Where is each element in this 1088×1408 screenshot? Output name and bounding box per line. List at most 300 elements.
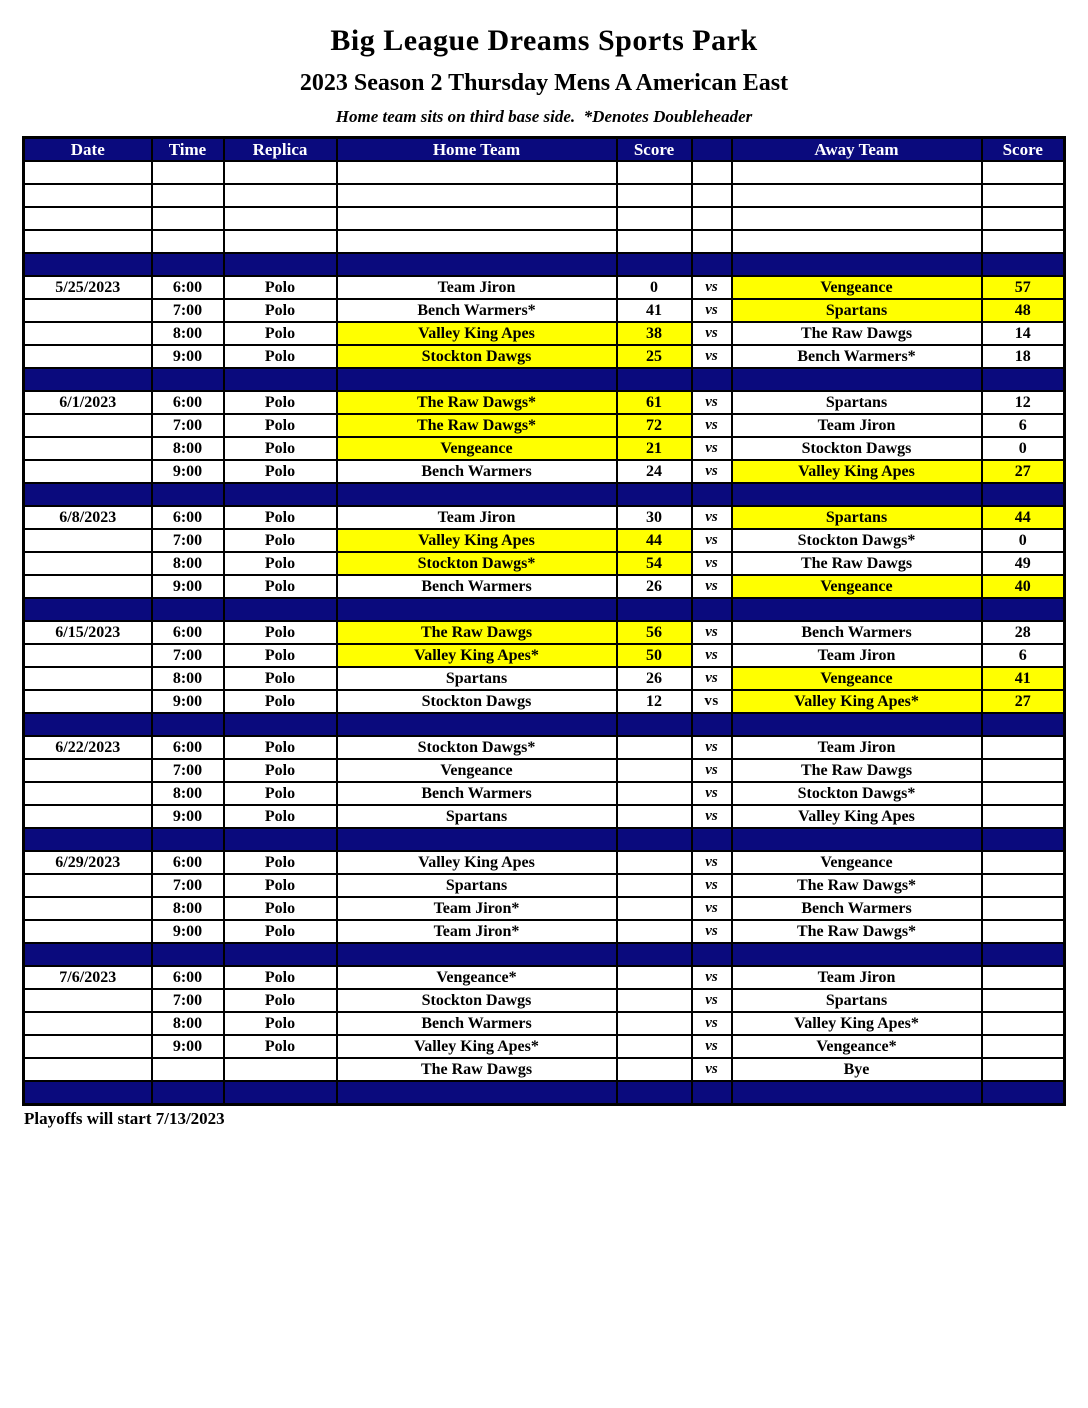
home-team-cell: The Raw Dawgs*	[337, 414, 617, 437]
game-row	[24, 966, 1065, 989]
empty-row	[24, 184, 1065, 207]
away-score-cell: 57	[982, 276, 1065, 299]
away-score-cell: 27	[982, 690, 1065, 713]
away-score-cell	[982, 736, 1065, 759]
vs-label: vs	[692, 644, 732, 667]
separator-cell	[224, 253, 337, 276]
separator-cell	[617, 253, 692, 276]
vs-label: vs	[692, 575, 732, 598]
date-cell	[24, 644, 152, 667]
replica-cell: Polo	[224, 805, 337, 828]
home-score-cell	[617, 966, 692, 989]
home-score-cell: 61	[617, 391, 692, 414]
empty-cell	[692, 184, 732, 207]
away-team-cell: Stockton Dawgs*	[732, 529, 982, 552]
separator-row	[24, 253, 1065, 276]
away-team-cell: Stockton Dawgs*	[732, 782, 982, 805]
separator-cell	[732, 483, 982, 506]
separator-cell	[982, 828, 1065, 851]
date-cell	[24, 782, 152, 805]
home-score-cell: 26	[617, 575, 692, 598]
replica-cell: Polo	[224, 437, 337, 460]
time-cell: 6:00	[152, 966, 224, 989]
game-row	[24, 851, 1065, 874]
replica-cell: Polo	[224, 920, 337, 943]
away-team-cell: Bye	[732, 1058, 982, 1081]
replica-cell: Polo	[224, 874, 337, 897]
home-team-cell: Stockton Dawgs	[337, 345, 617, 368]
separator-cell	[152, 713, 224, 736]
game-row	[24, 322, 1065, 345]
game-row	[24, 345, 1065, 368]
away-team-cell: The Raw Dawgs*	[732, 920, 982, 943]
away-team-cell: Spartans	[732, 506, 982, 529]
home-score-cell	[617, 1012, 692, 1035]
replica-cell: Polo	[224, 966, 337, 989]
column-header-away-score: Score	[982, 138, 1065, 162]
replica-cell: Polo	[224, 460, 337, 483]
separator-cell	[692, 828, 732, 851]
vs-label: vs	[692, 690, 732, 713]
separator-cell	[337, 483, 617, 506]
replica-cell: Polo	[224, 506, 337, 529]
separator-cell	[224, 828, 337, 851]
empty-cell	[692, 161, 732, 184]
column-header-home-score: Score	[617, 138, 692, 162]
away-team-cell: Spartans	[732, 299, 982, 322]
home-team-cell: Spartans	[337, 805, 617, 828]
empty-cell	[982, 230, 1065, 253]
vs-label: vs	[692, 414, 732, 437]
away-score-cell: 12	[982, 391, 1065, 414]
home-score-cell: 21	[617, 437, 692, 460]
separator-cell	[24, 253, 152, 276]
separator-cell	[692, 483, 732, 506]
replica-cell: Polo	[224, 299, 337, 322]
away-team-cell: Valley King Apes*	[732, 1012, 982, 1035]
time-cell: 6:00	[152, 621, 224, 644]
empty-cell	[692, 230, 732, 253]
separator-cell	[732, 253, 982, 276]
home-team-cell: Valley King Apes	[337, 529, 617, 552]
time-cell: 6:00	[152, 506, 224, 529]
separator-cell	[224, 1081, 337, 1105]
separator-cell	[337, 368, 617, 391]
footer-note: Playoffs will start 7/13/2023	[24, 1109, 225, 1128]
away-score-cell: 6	[982, 414, 1065, 437]
date-cell: 6/8/2023	[24, 506, 152, 529]
separator-cell	[617, 943, 692, 966]
away-score-cell	[982, 805, 1065, 828]
replica-cell: Polo	[224, 759, 337, 782]
away-score-cell: 6	[982, 644, 1065, 667]
vs-label: vs	[692, 736, 732, 759]
time-cell: 7:00	[152, 644, 224, 667]
replica-cell: Polo	[224, 989, 337, 1012]
time-cell: 6:00	[152, 736, 224, 759]
home-team-cell: Team Jiron	[337, 276, 617, 299]
time-cell: 7:00	[152, 874, 224, 897]
vs-label: vs	[692, 276, 732, 299]
vs-label: vs	[692, 805, 732, 828]
schedule-table	[22, 136, 1066, 1106]
home-team-cell: Vengeance	[337, 759, 617, 782]
date-cell: 6/15/2023	[24, 621, 152, 644]
time-cell: 8:00	[152, 782, 224, 805]
separator-row	[24, 598, 1065, 621]
home-score-cell	[617, 759, 692, 782]
column-header-home-team: Home Team	[337, 138, 617, 162]
separator-cell	[152, 598, 224, 621]
time-cell: 9:00	[152, 920, 224, 943]
away-team-cell: The Raw Dawgs	[732, 759, 982, 782]
date-cell	[24, 897, 152, 920]
empty-cell	[732, 230, 982, 253]
time-cell: 7:00	[152, 759, 224, 782]
home-team-cell: Spartans	[337, 874, 617, 897]
replica-cell: Polo	[224, 575, 337, 598]
away-team-cell: Spartans	[732, 989, 982, 1012]
replica-cell: Polo	[224, 345, 337, 368]
separator-cell	[617, 598, 692, 621]
date-cell	[24, 322, 152, 345]
column-header-away-team: Away Team	[732, 138, 982, 162]
game-row	[24, 506, 1065, 529]
empty-cell	[732, 161, 982, 184]
separator-cell	[152, 483, 224, 506]
separator-row	[24, 483, 1065, 506]
game-row	[24, 299, 1065, 322]
away-team-cell: Team Jiron	[732, 736, 982, 759]
empty-cell	[732, 184, 982, 207]
replica-cell	[224, 1058, 337, 1081]
vs-label: vs	[692, 782, 732, 805]
separator-cell	[692, 1081, 732, 1105]
time-cell: 7:00	[152, 414, 224, 437]
separator-cell	[24, 483, 152, 506]
separator-cell	[337, 828, 617, 851]
replica-cell: Polo	[224, 414, 337, 437]
empty-cell	[24, 184, 152, 207]
separator-cell	[224, 368, 337, 391]
vs-label: vs	[692, 345, 732, 368]
replica-cell: Polo	[224, 621, 337, 644]
separator-cell	[732, 828, 982, 851]
time-cell: 6:00	[152, 851, 224, 874]
empty-cell	[224, 230, 337, 253]
separator-cell	[617, 1081, 692, 1105]
empty-cell	[337, 230, 617, 253]
empty-cell	[24, 230, 152, 253]
game-row	[24, 575, 1065, 598]
away-score-cell: 28	[982, 621, 1065, 644]
separator-row	[24, 1081, 1065, 1105]
away-score-cell: 14	[982, 322, 1065, 345]
date-cell	[24, 989, 152, 1012]
away-score-cell	[982, 1035, 1065, 1058]
home-score-cell: 50	[617, 644, 692, 667]
header-row	[24, 138, 1065, 162]
game-row	[24, 759, 1065, 782]
separator-cell	[337, 1081, 617, 1105]
separator-cell	[692, 253, 732, 276]
replica-cell: Polo	[224, 667, 337, 690]
home-score-cell: 24	[617, 460, 692, 483]
away-team-cell: The Raw Dawgs	[732, 322, 982, 345]
empty-cell	[152, 230, 224, 253]
empty-cell	[692, 207, 732, 230]
empty-cell	[982, 161, 1065, 184]
replica-cell: Polo	[224, 690, 337, 713]
away-score-cell: 44	[982, 506, 1065, 529]
game-row	[24, 276, 1065, 299]
date-cell: 7/6/2023	[24, 966, 152, 989]
separator-cell	[152, 368, 224, 391]
time-cell: 8:00	[152, 1012, 224, 1035]
empty-cell	[617, 207, 692, 230]
time-cell: 7:00	[152, 529, 224, 552]
game-row	[24, 690, 1065, 713]
vs-label: vs	[692, 989, 732, 1012]
away-score-cell: 41	[982, 667, 1065, 690]
vs-label: vs	[692, 1035, 732, 1058]
empty-cell	[24, 207, 152, 230]
schedule-body	[24, 138, 1065, 1105]
replica-cell: Polo	[224, 1012, 337, 1035]
empty-cell	[224, 161, 337, 184]
vs-label: vs	[692, 552, 732, 575]
home-score-cell: 56	[617, 621, 692, 644]
empty-cell	[337, 161, 617, 184]
empty-cell	[24, 161, 152, 184]
time-cell: 9:00	[152, 1035, 224, 1058]
separator-cell	[24, 713, 152, 736]
vs-label: vs	[692, 391, 732, 414]
separator-cell	[152, 943, 224, 966]
vs-label: vs	[692, 621, 732, 644]
home-team-cell: Vengeance	[337, 437, 617, 460]
time-cell: 9:00	[152, 805, 224, 828]
date-cell	[24, 759, 152, 782]
vs-label: vs	[692, 1058, 732, 1081]
game-row	[24, 460, 1065, 483]
separator-cell	[692, 943, 732, 966]
separator-cell	[732, 943, 982, 966]
date-cell	[24, 575, 152, 598]
column-header-date: Date	[24, 138, 152, 162]
page-title: Big League Dreams Sports Park	[330, 24, 758, 57]
separator-row	[24, 713, 1065, 736]
empty-cell	[617, 230, 692, 253]
separator-cell	[732, 598, 982, 621]
separator-row	[24, 368, 1065, 391]
game-row	[24, 1035, 1065, 1058]
separator-cell	[224, 713, 337, 736]
home-score-cell: 25	[617, 345, 692, 368]
time-cell: 7:00	[152, 989, 224, 1012]
home-team-cell: Bench Warmers	[337, 575, 617, 598]
separator-cell	[692, 598, 732, 621]
separator-cell	[982, 368, 1065, 391]
home-score-cell: 26	[617, 667, 692, 690]
home-team-cell: Vengeance*	[337, 966, 617, 989]
home-team-cell: Team Jiron	[337, 506, 617, 529]
away-score-cell: 49	[982, 552, 1065, 575]
home-score-cell	[617, 920, 692, 943]
home-team-cell: Stockton Dawgs*	[337, 736, 617, 759]
home-team-cell: Team Jiron*	[337, 897, 617, 920]
game-row	[24, 1012, 1065, 1035]
separator-cell	[152, 253, 224, 276]
home-score-cell: 38	[617, 322, 692, 345]
separator-row	[24, 943, 1065, 966]
vs-label: vs	[692, 322, 732, 345]
replica-cell: Polo	[224, 276, 337, 299]
away-score-cell: 27	[982, 460, 1065, 483]
game-row	[24, 920, 1065, 943]
date-cell: 6/1/2023	[24, 391, 152, 414]
away-score-cell	[982, 782, 1065, 805]
away-score-cell	[982, 1012, 1065, 1035]
home-score-cell	[617, 782, 692, 805]
home-score-cell	[617, 874, 692, 897]
away-team-cell: Vengeance	[732, 667, 982, 690]
home-score-cell	[617, 1035, 692, 1058]
away-score-cell: 40	[982, 575, 1065, 598]
away-team-cell: The Raw Dawgs	[732, 552, 982, 575]
empty-cell	[152, 161, 224, 184]
separator-cell	[224, 483, 337, 506]
replica-cell: Polo	[224, 644, 337, 667]
date-cell	[24, 874, 152, 897]
game-row	[24, 667, 1065, 690]
away-team-cell: Bench Warmers	[732, 621, 982, 644]
away-score-cell: 0	[982, 529, 1065, 552]
time-cell: 9:00	[152, 345, 224, 368]
home-team-cell: Valley King Apes	[337, 322, 617, 345]
home-score-cell: 30	[617, 506, 692, 529]
game-row	[24, 529, 1065, 552]
vs-label: vs	[692, 874, 732, 897]
empty-cell	[617, 184, 692, 207]
date-cell	[24, 345, 152, 368]
away-score-cell	[982, 897, 1065, 920]
away-team-cell: Spartans	[732, 391, 982, 414]
time-cell: 9:00	[152, 575, 224, 598]
separator-cell	[337, 713, 617, 736]
replica-cell: Polo	[224, 529, 337, 552]
away-team-cell: The Raw Dawgs*	[732, 874, 982, 897]
game-row	[24, 989, 1065, 1012]
away-team-cell: Vengeance	[732, 276, 982, 299]
vs-label: vs	[692, 897, 732, 920]
game-row	[24, 736, 1065, 759]
home-score-cell	[617, 897, 692, 920]
replica-cell: Polo	[224, 1035, 337, 1058]
date-cell	[24, 690, 152, 713]
vs-label: vs	[692, 966, 732, 989]
away-team-cell: Vengeance*	[732, 1035, 982, 1058]
game-row	[24, 414, 1065, 437]
away-team-cell: Vengeance	[732, 851, 982, 874]
date-cell: 6/29/2023	[24, 851, 152, 874]
away-score-cell	[982, 851, 1065, 874]
separator-cell	[732, 1081, 982, 1105]
away-score-cell	[982, 920, 1065, 943]
date-cell	[24, 1058, 152, 1081]
game-row	[24, 805, 1065, 828]
empty-cell	[617, 161, 692, 184]
empty-cell	[224, 207, 337, 230]
empty-row	[24, 230, 1065, 253]
column-header-vs	[692, 138, 732, 162]
game-row	[24, 874, 1065, 897]
game-row	[24, 644, 1065, 667]
time-cell: 9:00	[152, 690, 224, 713]
home-team-cell: The Raw Dawgs	[337, 621, 617, 644]
time-cell: 8:00	[152, 552, 224, 575]
empty-cell	[337, 184, 617, 207]
away-score-cell: 0	[982, 437, 1065, 460]
home-team-cell: Stockton Dawgs	[337, 989, 617, 1012]
away-score-cell	[982, 989, 1065, 1012]
time-cell: 8:00	[152, 897, 224, 920]
date-cell: 6/22/2023	[24, 736, 152, 759]
separator-cell	[337, 598, 617, 621]
separator-cell	[617, 368, 692, 391]
game-row	[24, 437, 1065, 460]
away-team-cell: Team Jiron	[732, 966, 982, 989]
home-score-cell	[617, 1058, 692, 1081]
game-row	[24, 782, 1065, 805]
replica-cell: Polo	[224, 391, 337, 414]
home-team-cell: Stockton Dawgs*	[337, 552, 617, 575]
away-team-cell: Stockton Dawgs	[732, 437, 982, 460]
home-team-cell: Valley King Apes	[337, 851, 617, 874]
game-row	[24, 552, 1065, 575]
away-score-cell	[982, 759, 1065, 782]
date-cell	[24, 437, 152, 460]
home-score-cell: 72	[617, 414, 692, 437]
date-cell	[24, 529, 152, 552]
replica-cell: Polo	[224, 782, 337, 805]
empty-cell	[152, 184, 224, 207]
vs-label: vs	[692, 437, 732, 460]
home-score-cell: 54	[617, 552, 692, 575]
date-cell	[24, 299, 152, 322]
home-team-cell: Bench Warmers*	[337, 299, 617, 322]
separator-cell	[152, 828, 224, 851]
separator-cell	[692, 713, 732, 736]
away-team-cell: Bench Warmers	[732, 897, 982, 920]
page-subtitle: 2023 Season 2 Thursday Mens A American East	[299, 70, 789, 96]
time-cell: 7:00	[152, 299, 224, 322]
empty-cell	[982, 184, 1065, 207]
away-team-cell: Valley King Apes*	[732, 690, 982, 713]
home-score-cell: 0	[617, 276, 692, 299]
separator-cell	[24, 1081, 152, 1105]
separator-cell	[24, 368, 152, 391]
home-team-cell: Valley King Apes*	[337, 1035, 617, 1058]
time-cell: 6:00	[152, 276, 224, 299]
separator-cell	[692, 368, 732, 391]
away-score-cell: 18	[982, 345, 1065, 368]
home-team-cell: Valley King Apes*	[337, 644, 617, 667]
away-score-cell	[982, 966, 1065, 989]
time-cell: 8:00	[152, 667, 224, 690]
away-score-cell	[982, 1058, 1065, 1081]
home-score-cell	[617, 851, 692, 874]
